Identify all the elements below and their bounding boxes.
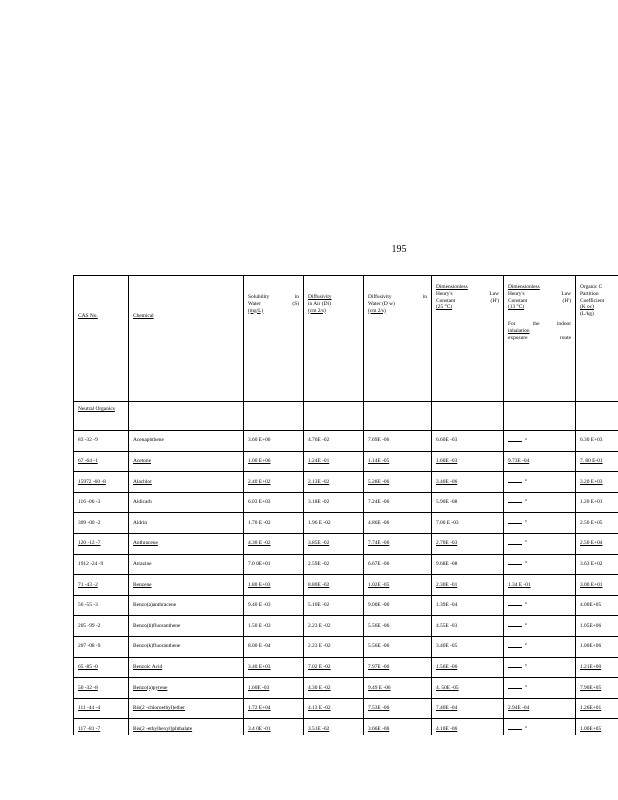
cell-s: 1.72 E+04 — [244, 698, 304, 719]
cell-dia: 2.23 E -02 — [304, 636, 364, 657]
cell-h25: 7.00 E -03 — [432, 513, 504, 534]
header-henry-25: Dimensionless Henry's Law Constant (H') (25 °C) — [432, 276, 504, 402]
cell-s: 4.30 E -02 — [244, 533, 304, 554]
table-row — [74, 513, 618, 534]
cell-koc: 7. 80 E-01 — [576, 451, 618, 472]
header-henry-13-note: For the indoor inhalation exposure route — [508, 321, 571, 341]
cell-s: 6.03 E+03 — [244, 492, 304, 513]
cell-dia: 2.13E -02 — [304, 472, 364, 493]
dash-mark — [508, 482, 522, 483]
cell-chemical: Benzoic Acid — [129, 657, 244, 678]
cell-chemical: Benzene — [129, 575, 244, 596]
cell-chemical: Benzo(a)pyrene — [129, 678, 244, 699]
cell-cas: 120 -12 -7 — [74, 533, 129, 554]
cell-diw: 5.28E -06 — [364, 472, 432, 493]
group-row — [74, 402, 618, 431]
cell-cas: 15972 -60 -8 — [74, 472, 129, 493]
cell-h25: 1.39E -04 — [432, 595, 504, 616]
cell-chemical: Atrazine — [129, 554, 244, 575]
cell-dia: 3.51E -02 — [304, 719, 364, 735]
cell-h25: 4.10E -06 — [432, 719, 504, 735]
cell-h13: a — [504, 678, 576, 699]
cell-koc: 2.50 E+04 — [576, 533, 618, 554]
chemical-properties-table — [73, 275, 618, 735]
cell-koc: 4.00E+05 — [576, 595, 618, 616]
table-row — [74, 492, 618, 513]
cell-chemical: Aldicarb — [129, 492, 244, 513]
dash-mark — [508, 564, 522, 565]
cell-s: 1.80 E+03 — [244, 575, 304, 596]
cell-h25: 1.56E -06 — [432, 657, 504, 678]
table-row — [74, 533, 618, 554]
cell-chemical: Benzo(k)fluoranthene — [129, 636, 244, 657]
cell-diw: 7.74E -06 — [364, 533, 432, 554]
header-row — [74, 276, 618, 402]
cell-cas: 1912 -24 -9 — [74, 554, 129, 575]
cell-cas: 56 -55 -3 — [74, 595, 129, 616]
cell-chemical: Acetone — [129, 451, 244, 472]
cell-h13: a — [504, 616, 576, 637]
dash-mark — [508, 544, 522, 545]
cell-chemical: Benzo(a)anthracene — [129, 595, 244, 616]
cell-h25: 5.90E -08 — [432, 492, 504, 513]
cell-chemical: Benzo(b)fluoranthene — [129, 616, 244, 637]
cell-h13: a — [504, 595, 576, 616]
cell-s: 3.40 E+03 — [244, 657, 304, 678]
cell-koc: 3.20 E+03 — [576, 472, 618, 493]
cell-diw: 4.86E -06 — [364, 513, 432, 534]
cell-koc: 7.90E+05 — [576, 678, 618, 699]
cell-dia: 2.23 E -02 — [304, 616, 364, 637]
cell-cas: 65 -85 -0 — [74, 657, 129, 678]
cell-diw: 5.56E -06 — [364, 636, 432, 657]
cell-h25: 2.70E -03 — [432, 533, 504, 554]
dash-mark — [508, 688, 522, 689]
cell-h13: a — [504, 554, 576, 575]
cell-h25: 6.60E -03 — [432, 431, 504, 452]
cell-cas: 309 -00 -2 — [74, 513, 129, 534]
cell-h13: a — [504, 431, 576, 452]
cell-koc: 6.30 E+03 — [576, 431, 618, 452]
header-diffusivity-water: Diffusivity in Water (D w) (cm 2/s) — [364, 276, 432, 402]
table-row — [74, 678, 618, 699]
dash-mark — [508, 502, 522, 503]
cell-chemical: Acenaphthene — [129, 431, 244, 452]
dash-mark — [508, 626, 522, 627]
cell-dia: 3.85E -02 — [304, 533, 364, 554]
cell-h25: 4.55E -03 — [432, 616, 504, 637]
cell-dia: 1.96 E -02 — [304, 513, 364, 534]
cell-cas: 111 -44 -4 — [74, 698, 129, 719]
table-row — [74, 575, 618, 596]
cell-koc: 1.00E+05 — [576, 719, 618, 735]
cell-chemical: Bis(2 -ethylhexyl)phthalate — [129, 719, 244, 735]
cell-dia: 3.18E -02 — [304, 492, 364, 513]
table-row — [74, 554, 618, 575]
cell-diw: 9.49 E -06 — [364, 678, 432, 699]
cell-koc: 1.05E+06 — [576, 616, 618, 637]
cell-diw: 1.14E -05 — [364, 451, 432, 472]
group-label: Neutral Organics — [74, 402, 129, 431]
cell-s: 3.4 0E -01 — [244, 719, 304, 735]
cell-dia: 4.76E -02 — [304, 431, 364, 452]
cell-dia: 5.10E -02 — [304, 595, 364, 616]
cell-s: 9.40 E -03 — [244, 595, 304, 616]
cell-koc: 2.50 E+05 — [576, 513, 618, 534]
cell-cas: 67 -64 -1 — [74, 451, 129, 472]
cell-s: 1.50 E -03 — [244, 616, 304, 637]
table-row — [74, 451, 618, 472]
cell-chemical: Aldrin — [129, 513, 244, 534]
header-koc: Organic C Partition Coefficient (K oc) (L/kg) — [576, 276, 618, 402]
cell-koc: 1.26E+01 — [576, 698, 618, 719]
table-row — [74, 719, 618, 735]
cell-s: 8.00 E -04 — [244, 636, 304, 657]
cell-diw: 7.69E -06 — [364, 431, 432, 452]
cell-s: 1.60E -03 — [244, 678, 304, 699]
cell-cas: 117 -81 -7 — [74, 719, 129, 735]
cell-h13: 9.73E -04 — [504, 451, 576, 472]
cell-chemical: Anthracene — [129, 533, 244, 554]
header-chemical: Chemical — [129, 276, 244, 402]
cell-diw: 5.56E -06 — [364, 616, 432, 637]
cell-chemical: Alachlor — [129, 472, 244, 493]
cell-h25: 9.68E -08 — [432, 554, 504, 575]
table-row — [74, 616, 618, 637]
header-diffusivity-air: Diffusivity in Air (Di) (cm 2/s) — [304, 276, 364, 402]
cell-diw: 9.00E -06 — [364, 595, 432, 616]
cell-diw: 6.67E -06 — [364, 554, 432, 575]
header-henry-13: Dimensionless Henry's Law Constant (H') (13 °C) For the indoor inhalation exposure route — [504, 276, 576, 402]
page-number: 195 — [391, 244, 407, 255]
table-row — [74, 698, 618, 719]
cell-koc: 1.00E+06 — [576, 636, 618, 657]
cell-cas: 116 -06 -3 — [74, 492, 129, 513]
cell-h13: a — [504, 533, 576, 554]
cell-cas: 83 -32 -9 — [74, 431, 129, 452]
cell-diw: 3.66E -06 — [364, 719, 432, 735]
cell-h13: a — [504, 472, 576, 493]
cell-koc: 1.21E+00 — [576, 657, 618, 678]
cell-dia: 4.30 E -02 — [304, 678, 364, 699]
cell-h13: a — [504, 492, 576, 513]
cell-h13: 1.34 E -01 — [504, 575, 576, 596]
cell-s: 1.70 E -02 — [244, 513, 304, 534]
cell-h13: a — [504, 719, 576, 735]
table-row — [74, 431, 618, 452]
cell-koc: 3.00 E+01 — [576, 575, 618, 596]
cell-dia: 2.59E -02 — [304, 554, 364, 575]
cell-h25: 3.40E -05 — [432, 636, 504, 657]
cell-cas: 50 -32 -8 — [74, 678, 129, 699]
cell-dia: 8.80E -02 — [304, 575, 364, 596]
cell-dia: 7.02 E -02 — [304, 657, 364, 678]
cell-h25: 3.40E -06 — [432, 472, 504, 493]
cell-cas: 205 -99 -2 — [74, 616, 129, 637]
cell-koc: 3.63 E+02 — [576, 554, 618, 575]
cell-koc: 1.20 E+01 — [576, 492, 618, 513]
dash-mark — [508, 647, 522, 648]
cell-h25: 2.30E -01 — [432, 575, 504, 596]
cell-dia: 1.24E -01 — [304, 451, 364, 472]
header-solubility: Solubility in Water (S) (mg/L) — [244, 276, 304, 402]
dash-mark — [508, 523, 522, 524]
cell-cas: 207 -08 -9 — [74, 636, 129, 657]
cell-diw: 1.02E -05 — [364, 575, 432, 596]
cell-h25: 7.40E -04 — [432, 698, 504, 719]
cell-diw: 7.53E -06 — [364, 698, 432, 719]
cell-s: 7.0 0E+01 — [244, 554, 304, 575]
dash-mark — [508, 441, 522, 442]
cell-dia: 4.13 E -02 — [304, 698, 364, 719]
table-row — [74, 595, 618, 616]
cell-h13: a — [504, 636, 576, 657]
dash-mark — [508, 729, 522, 730]
cell-cas: 71 -43 -2 — [74, 575, 129, 596]
table-row — [74, 636, 618, 657]
cell-s: 1.00 E+06 — [244, 451, 304, 472]
data-table-container — [73, 275, 618, 735]
table-row — [74, 657, 618, 678]
cell-h13: a — [504, 657, 576, 678]
cell-diw: 7.97E -06 — [364, 657, 432, 678]
cell-s: 3.60 E+00 — [244, 431, 304, 452]
cell-h13: a — [504, 513, 576, 534]
cell-h25: 4. 50E -05 — [432, 678, 504, 699]
cell-s: 2.40 E+02 — [244, 472, 304, 493]
cell-h13: 2.94E -04 — [504, 698, 576, 719]
cell-chemical: Bis(2 -chloroethyl)ether — [129, 698, 244, 719]
dash-mark — [508, 605, 522, 606]
cell-diw: 7.24E -06 — [364, 492, 432, 513]
dash-mark — [508, 667, 522, 668]
table-row — [74, 472, 618, 493]
header-cas: CAS No. — [74, 276, 129, 402]
cell-h25: 1.60E -03 — [432, 451, 504, 472]
